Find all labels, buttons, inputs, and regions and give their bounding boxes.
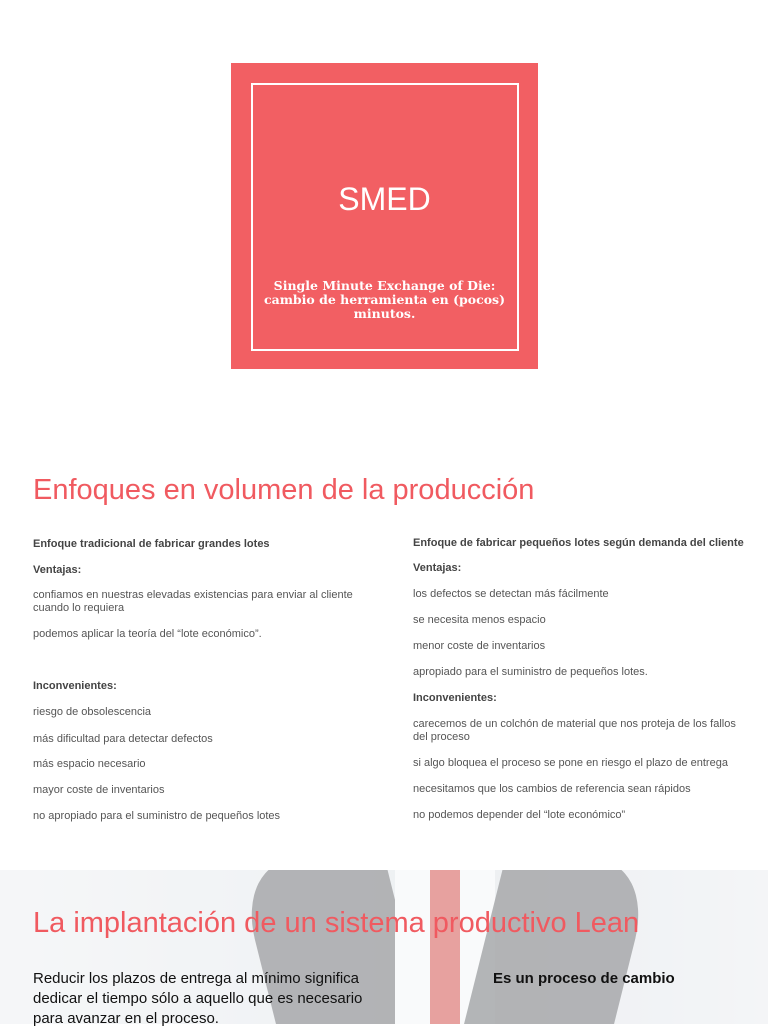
list-item: mayor coste de inventarios [33, 784, 165, 796]
list-item: confiamos en nuestras elevadas existencias para enviar al cliente cuando lo requiera [33, 589, 353, 614]
lean-right-text: Es un proceso de cambio [493, 970, 675, 987]
hero-subtitle: Single Minute Exchange of Die: cambio de herramienta en (pocos) minutos. [264, 278, 505, 321]
list-item: se necesita menos espacio [413, 614, 546, 626]
left-column-title: Enfoque tradicional de fabricar grandes lotes [33, 538, 270, 550]
left-advantages-label: Ventajas: [33, 564, 82, 576]
list-item: carecemos de un colchón de material que nos proteja de los fallos del proceso [413, 718, 736, 743]
section-heading-enfoques: Enfoques en volumen de la producción [33, 474, 535, 506]
right-disadvantages-label: Inconvenientes: [413, 692, 497, 704]
section-heading-lean: La implantación de un sistema productivo Lean [33, 907, 640, 939]
left-disadvantages-label: Inconvenientes: [33, 680, 117, 692]
list-item: apropiado para el suministro de pequeños lotes. [413, 666, 648, 678]
list-item: si algo bloquea el proceso se pone en riesgo el plazo de entrega [413, 757, 728, 769]
hero-title: SMED [338, 181, 431, 217]
lean-left-text: Reducir los plazos de entrega al mínimo significa dedicar el tiempo sólo a aquello que es necesario para avanzar en el proceso. [33, 970, 363, 1027]
list-item: no apropiado para el suministro de pequeños lotes [33, 810, 281, 822]
list-item: necesitamos que los cambios de referencia sean rápidos [413, 783, 691, 795]
list-item: más espacio necesario [33, 758, 146, 770]
list-item: riesgo de obsolescencia [33, 706, 152, 718]
smed-hero-box [231, 63, 538, 369]
list-item: los defectos se detectan más fácilmente [413, 588, 609, 600]
right-column-title: Enfoque de fabricar pequeños lotes según demanda del cliente [413, 537, 744, 549]
list-item: no podemos depender del “lote económico” [413, 809, 626, 821]
list-item: menor coste de inventarios [413, 640, 546, 652]
list-item: podemos aplicar la teoría del “lote económico”. [33, 628, 262, 640]
right-advantages-label: Ventajas: [413, 562, 462, 574]
list-item: más dificultad para detectar defectos [33, 733, 213, 745]
